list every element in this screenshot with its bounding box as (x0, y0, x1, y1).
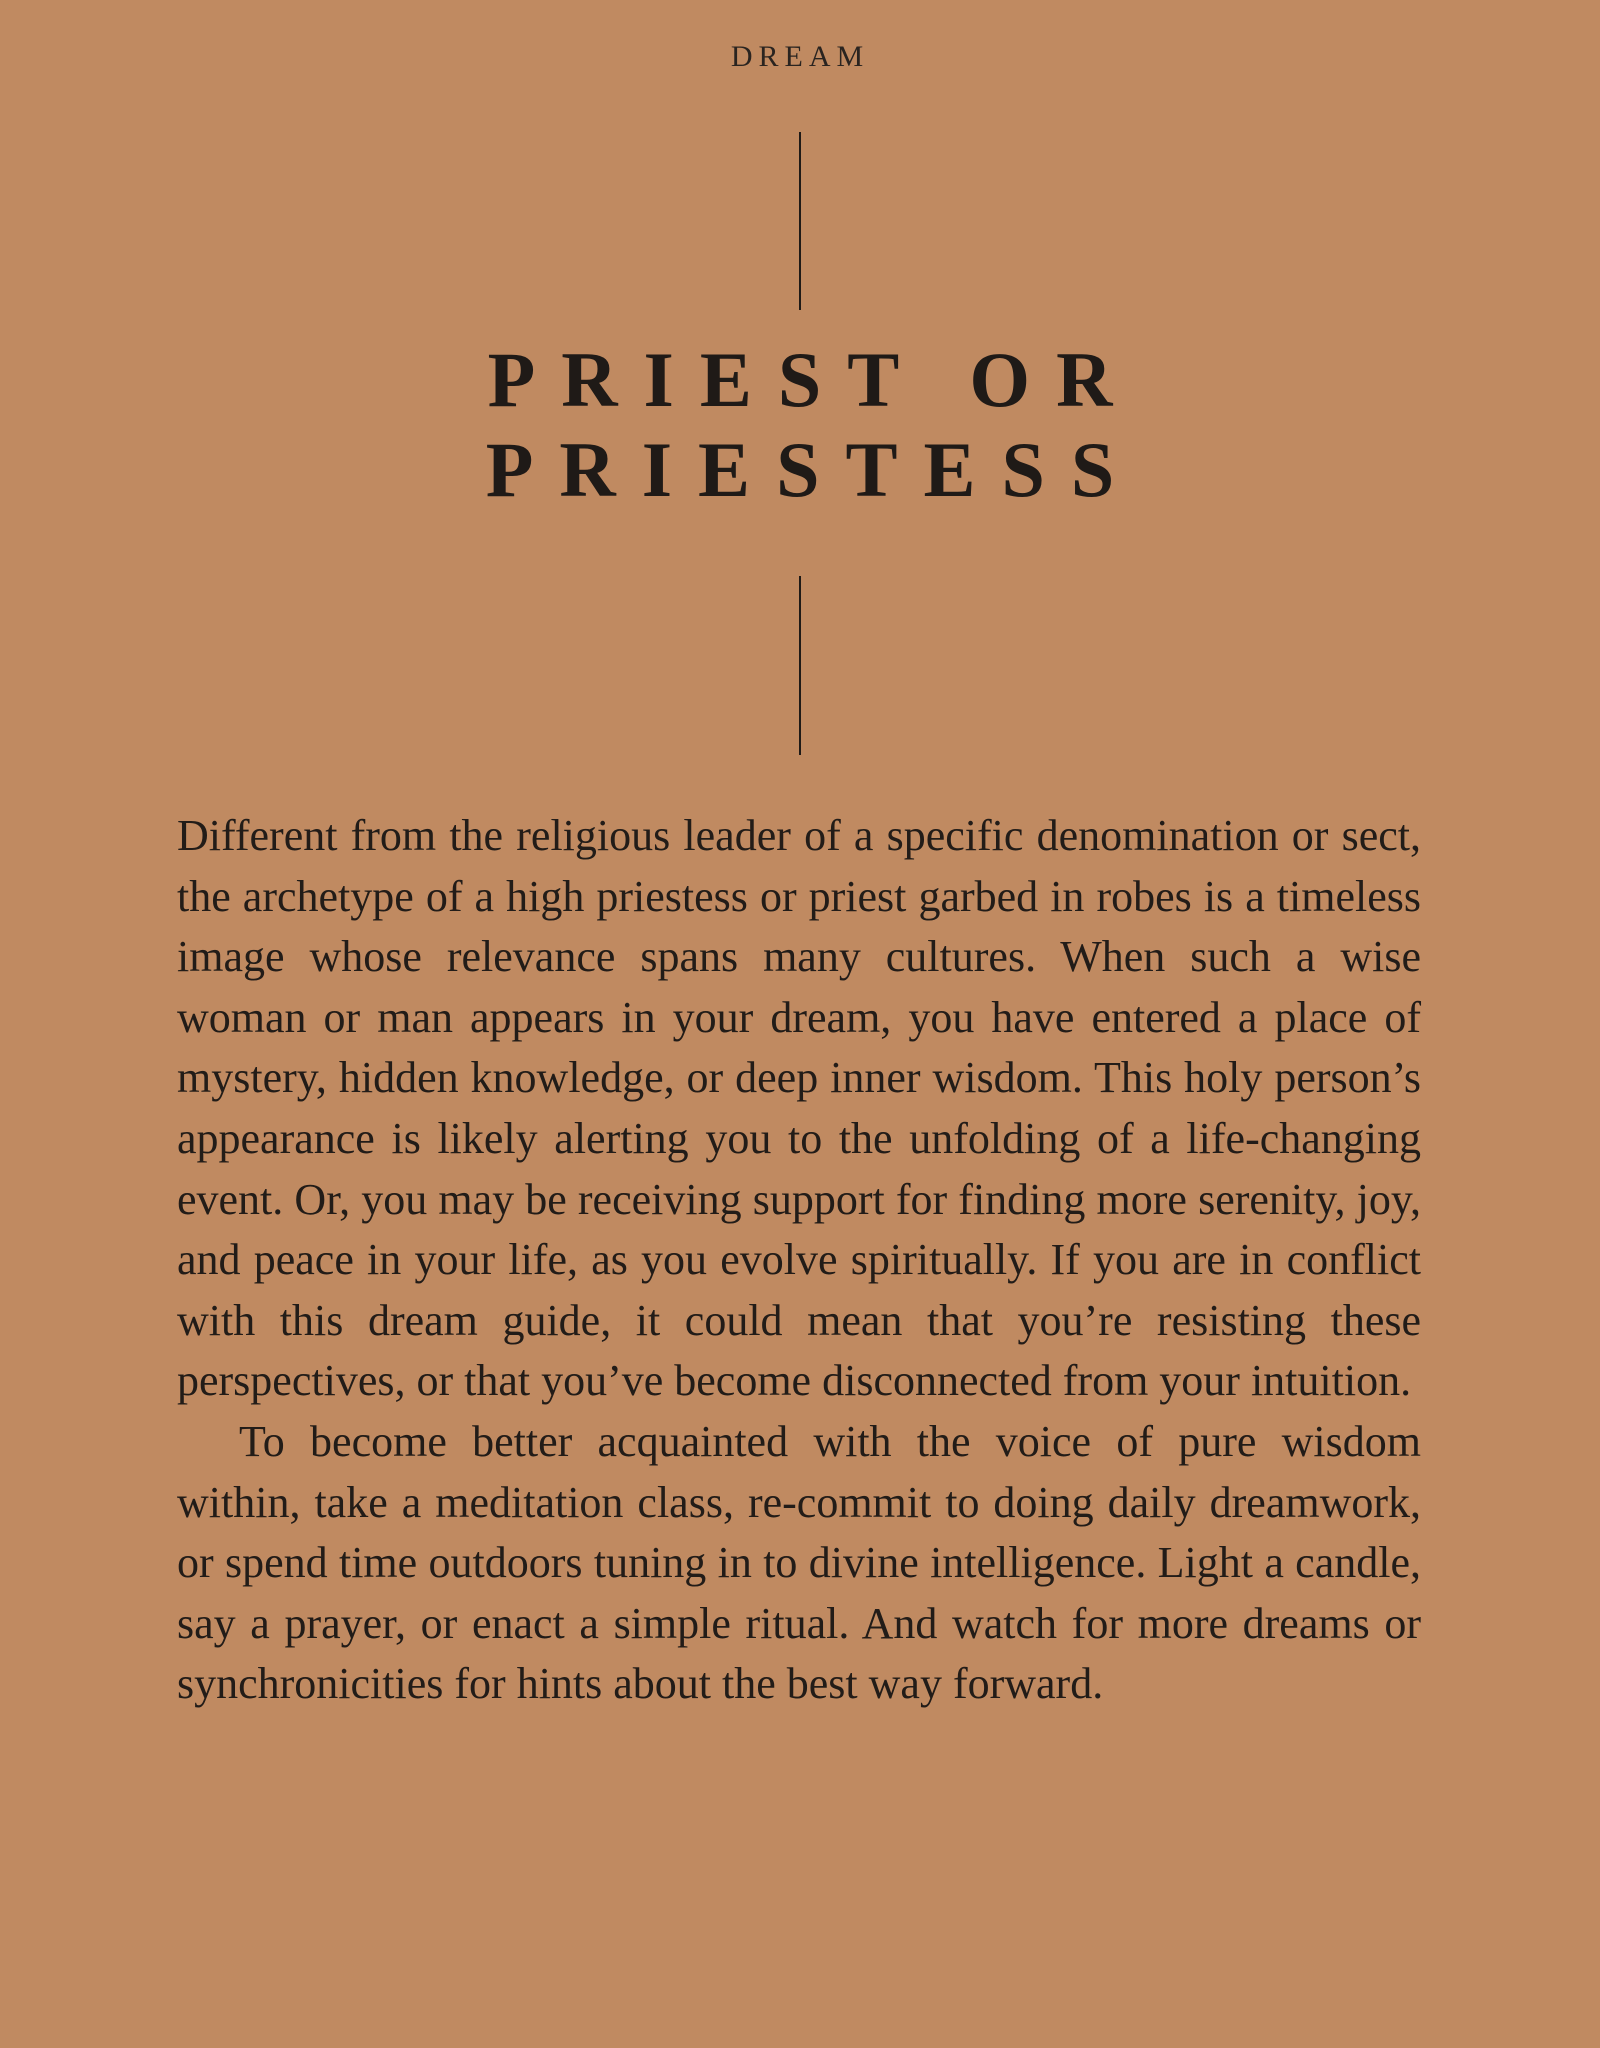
body-text (177, 806, 1421, 1715)
paragraph-2: To become better acquainted with the voice of pure wisdom within, take a meditation class, re-commit to doing daily dreamwork, or spend time outdoors tuning in to divine intelligence. Light a candle, say a prayer, or enact a simple ritual. And watch for more dreams or synchronicities for hints about the best way forward. (177, 1416, 1421, 1709)
divider-rule-top (799, 132, 801, 310)
title-line-1: PRIEST OR (487, 336, 1139, 423)
page-title (0, 335, 1600, 515)
paragraph-1: Different from the religious leader of a specific denomination or sect, the archetype of a high priestess or priest garbed in robes is a timeless image whose relevance spans many cultures. When such a wise woman or man appears in your dream, you have entered a place of mystery, hidden knowledge, or deep inner wisdom. This holy person’s appearance is likely alerting you to the unfolding of a life-changing event. Or, you may be receiving support for finding more serenity, joy, and peace in your life, as you evolve spiritually. If you are in conflict with this dream guide, it could mean that you’re resisting these perspectives, or that you’ve become disconnected from your intuition. (177, 811, 1421, 1406)
title-line-2: PRIESTESS (485, 426, 1141, 513)
running-head: DREAM (730, 40, 870, 73)
divider-rule-bottom (799, 576, 801, 755)
